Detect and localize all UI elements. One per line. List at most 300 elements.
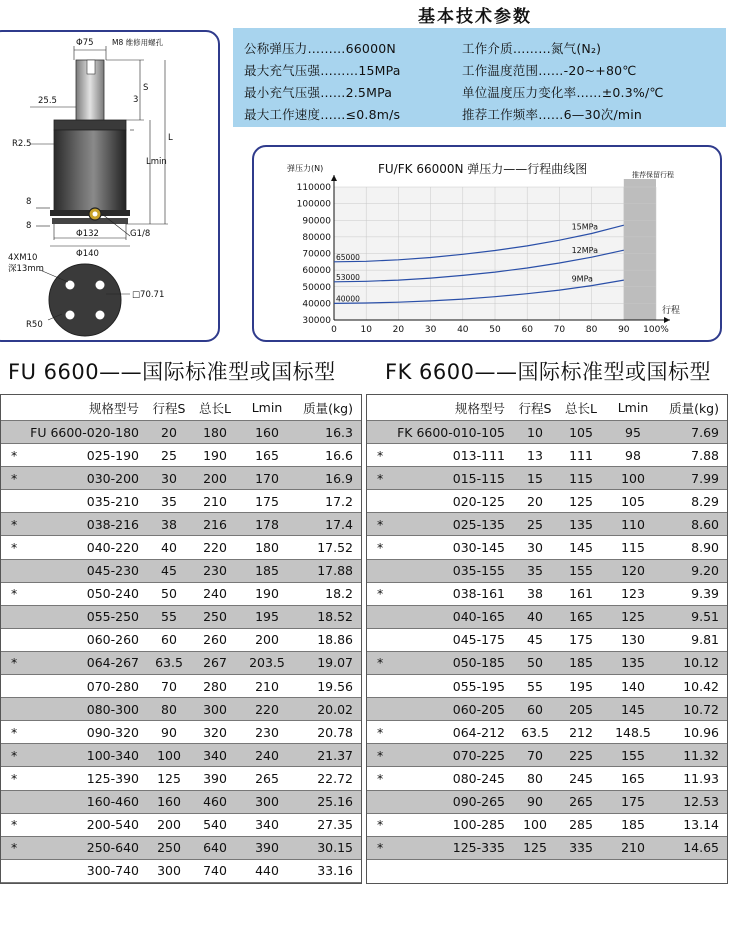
row-lmin: 140 bbox=[621, 678, 645, 694]
fu-spec-table bbox=[0, 394, 362, 884]
y-tick-label: 90000 bbox=[302, 216, 331, 227]
row-stroke: 50 bbox=[161, 586, 177, 602]
row-mark: * bbox=[377, 655, 384, 671]
row-lmin: 175 bbox=[621, 794, 645, 810]
force-stroke-chart bbox=[254, 147, 724, 344]
row-lmin: 240 bbox=[255, 747, 279, 763]
row-mass: 20.78 bbox=[317, 724, 353, 740]
row-lmin: 230 bbox=[255, 724, 279, 740]
row-length: 216 bbox=[203, 516, 227, 532]
row-lmin: 98 bbox=[625, 447, 641, 463]
dim-s: S bbox=[143, 83, 149, 93]
row-model: 100-285 bbox=[452, 817, 505, 833]
x-tick-label: 80 bbox=[585, 325, 598, 335]
row-model: 080-245 bbox=[452, 770, 505, 786]
fk-spec-table bbox=[366, 394, 728, 884]
dim-8b: 8 bbox=[26, 221, 32, 231]
row-mass: 17.4 bbox=[325, 516, 353, 532]
series-name-label: 12MPa bbox=[571, 246, 599, 256]
row-mark: * bbox=[377, 840, 384, 856]
row-mark: * bbox=[377, 540, 384, 556]
row-model: 045-230 bbox=[86, 563, 139, 579]
dim-r2-5: R2.5 bbox=[12, 139, 32, 149]
row-stroke: 90 bbox=[527, 794, 543, 810]
row-lmin: 190 bbox=[255, 586, 279, 602]
row-stroke: 20 bbox=[527, 493, 543, 509]
row-mass: 7.69 bbox=[691, 424, 719, 440]
row-length: 740 bbox=[203, 863, 227, 879]
row-length: 640 bbox=[203, 840, 227, 856]
series-name-label: 9MPa bbox=[571, 274, 593, 284]
row-length: 460 bbox=[203, 794, 227, 810]
dim-d132: Φ132 bbox=[76, 229, 99, 239]
row-lmin: 123 bbox=[621, 586, 645, 602]
row-model: 038-216 bbox=[86, 516, 139, 532]
row-mass: 9.20 bbox=[691, 563, 719, 579]
row-length: 220 bbox=[203, 540, 227, 556]
row-model: 064-212 bbox=[452, 724, 505, 740]
lower-ring-2 bbox=[52, 218, 128, 224]
row-mass: 17.88 bbox=[317, 563, 353, 579]
row-length: 335 bbox=[569, 840, 593, 856]
table-row bbox=[367, 421, 727, 444]
param-min-pressure: 最小充气压强……2.5MPa bbox=[244, 85, 393, 100]
row-length: 180 bbox=[203, 424, 227, 440]
row-model: 038-161 bbox=[452, 586, 505, 602]
row-mass: 10.96 bbox=[683, 724, 719, 740]
row-stroke: 40 bbox=[527, 609, 543, 625]
row-stroke: 55 bbox=[527, 678, 543, 694]
row-model: 025-190 bbox=[86, 447, 139, 463]
row-model: 050-240 bbox=[86, 586, 139, 602]
cylinder-drawing bbox=[0, 32, 222, 344]
row-stroke: 25 bbox=[161, 447, 177, 463]
row-lmin: 170 bbox=[255, 470, 279, 486]
row-lmin: 145 bbox=[621, 701, 645, 717]
y-tick-label: 30000 bbox=[302, 316, 331, 326]
table-row bbox=[367, 490, 727, 513]
table-row bbox=[367, 606, 727, 629]
x-tick-label: 100% bbox=[643, 325, 669, 335]
row-model: 035-155 bbox=[452, 563, 505, 579]
row-mark: * bbox=[377, 470, 384, 486]
y-tick-label: 100000 bbox=[296, 199, 331, 210]
row-model: 250-640 bbox=[86, 840, 139, 856]
table-row bbox=[367, 675, 727, 698]
row-length: 115 bbox=[569, 470, 593, 486]
row-lmin: 130 bbox=[621, 632, 645, 648]
row-stroke: 80 bbox=[527, 770, 543, 786]
row-lmin: 160 bbox=[255, 424, 279, 440]
row-lmin: 300 bbox=[255, 794, 279, 810]
row-length: 200 bbox=[203, 470, 227, 486]
row-model: 080-300 bbox=[86, 701, 139, 717]
table-row bbox=[1, 744, 361, 767]
row-stroke: 38 bbox=[527, 586, 543, 602]
row-lmin: 185 bbox=[621, 817, 645, 833]
row-model: 030-200 bbox=[86, 470, 139, 486]
row-lmin: 265 bbox=[255, 770, 279, 786]
row-lmin: 155 bbox=[621, 747, 645, 763]
y-tick-label: 50000 bbox=[302, 282, 331, 293]
table-row bbox=[367, 444, 727, 467]
row-length: 260 bbox=[203, 632, 227, 648]
row-stroke: 13 bbox=[527, 447, 543, 463]
header-length: 总长L bbox=[199, 400, 231, 416]
row-stroke: 30 bbox=[161, 470, 177, 486]
row-mass: 20.02 bbox=[317, 701, 353, 717]
row-mark: * bbox=[11, 724, 18, 740]
table-row bbox=[367, 814, 727, 837]
table-row bbox=[367, 467, 727, 490]
y-tick-label: 40000 bbox=[302, 299, 331, 310]
row-mass: 27.35 bbox=[317, 817, 353, 833]
row-stroke: 35 bbox=[161, 493, 177, 509]
table-row bbox=[367, 698, 727, 721]
reserved-band bbox=[624, 179, 656, 320]
row-mass: 19.07 bbox=[317, 655, 353, 671]
row-stroke: 63.5 bbox=[521, 724, 549, 740]
param-temp-range: 工作温度范围……-20~+80℃ bbox=[462, 63, 637, 78]
chart-ylabel: 弹压力(N) bbox=[287, 164, 324, 173]
row-mark: * bbox=[11, 586, 18, 602]
row-stroke: 160 bbox=[157, 794, 181, 810]
table-row bbox=[367, 513, 727, 536]
upper-collar bbox=[54, 120, 126, 130]
fk-table-title: FK 6600——国际标准型或国标型 bbox=[385, 360, 711, 384]
row-mass: 10.42 bbox=[683, 678, 719, 694]
row-model: 125-390 bbox=[86, 770, 139, 786]
table-row bbox=[1, 583, 361, 606]
row-stroke: 200 bbox=[157, 817, 181, 833]
param-frequency: 推荐工作频率……6—30次/min bbox=[462, 107, 643, 122]
row-length: 135 bbox=[569, 516, 593, 532]
row-mass: 12.53 bbox=[683, 794, 719, 810]
row-lmin: 203.5 bbox=[249, 655, 285, 671]
table-row bbox=[1, 698, 361, 721]
row-model: 300-740 bbox=[86, 863, 139, 879]
row-mark: * bbox=[377, 516, 384, 532]
table-row bbox=[367, 744, 727, 767]
row-lmin: 210 bbox=[621, 840, 645, 856]
row-lmin: 135 bbox=[621, 655, 645, 671]
row-stroke: 50 bbox=[527, 655, 543, 671]
x-tick-label: 50 bbox=[489, 325, 501, 335]
row-stroke: 70 bbox=[161, 678, 177, 694]
row-model: 040-220 bbox=[86, 540, 139, 556]
dim-g18: G1/8 bbox=[130, 229, 151, 239]
row-lmin: 95 bbox=[625, 424, 641, 440]
table-row bbox=[367, 560, 727, 583]
header-model: 规格型号 bbox=[454, 400, 505, 416]
table-row bbox=[1, 444, 361, 467]
row-mass: 8.90 bbox=[691, 540, 719, 556]
table-row bbox=[1, 860, 361, 883]
base-view bbox=[49, 264, 121, 336]
row-mark: * bbox=[377, 724, 384, 740]
row-lmin: 110 bbox=[621, 516, 645, 532]
table-row bbox=[1, 467, 361, 490]
row-stroke: 10 bbox=[527, 424, 543, 440]
row-mark: * bbox=[377, 586, 384, 602]
table-row bbox=[367, 652, 727, 675]
row-model: 064-267 bbox=[86, 655, 139, 671]
row-mass: 13.14 bbox=[683, 817, 719, 833]
y-tick-label: 60000 bbox=[302, 266, 331, 277]
row-lmin: 125 bbox=[621, 609, 645, 625]
row-lmin: 180 bbox=[255, 540, 279, 556]
row-mark: * bbox=[11, 747, 18, 763]
row-model: 013-111 bbox=[452, 447, 505, 463]
row-lmin: 440 bbox=[255, 863, 279, 879]
table-row bbox=[367, 721, 727, 744]
row-mass: 22.72 bbox=[317, 770, 353, 786]
dim-r50: R50 bbox=[26, 320, 43, 330]
row-length: 245 bbox=[569, 770, 593, 786]
x-tick-label: 90 bbox=[618, 325, 630, 335]
row-mass: 7.99 bbox=[691, 470, 719, 486]
row-lmin: 185 bbox=[255, 563, 279, 579]
header-model: 规格型号 bbox=[88, 400, 139, 416]
row-mass: 30.15 bbox=[317, 840, 353, 856]
row-model: 055-195 bbox=[452, 678, 505, 694]
x-tick-label: 20 bbox=[392, 325, 405, 335]
bolt-note-1: 4XM10 bbox=[8, 253, 38, 263]
row-model: 060-205 bbox=[452, 701, 505, 717]
header-stroke: 行程S bbox=[152, 400, 186, 416]
row-mass: 16.9 bbox=[325, 470, 353, 486]
row-stroke: 15 bbox=[527, 470, 543, 486]
row-length: 390 bbox=[203, 770, 227, 786]
row-model: 090-265 bbox=[452, 794, 505, 810]
row-mass: 11.32 bbox=[683, 747, 719, 763]
page-title: 基本技术参数 bbox=[418, 7, 532, 26]
param-nominal-force: 公称弹压力………66000N bbox=[244, 41, 396, 56]
row-mass: 9.39 bbox=[691, 586, 719, 602]
table-row bbox=[367, 536, 727, 559]
x-tick-label: 30 bbox=[424, 325, 437, 335]
row-length: 155 bbox=[569, 563, 593, 579]
row-length: 190 bbox=[203, 447, 227, 463]
row-length: 125 bbox=[569, 493, 593, 509]
row-lmin: 148.5 bbox=[615, 724, 651, 740]
row-mass: 9.81 bbox=[691, 632, 719, 648]
row-model: 030-145 bbox=[452, 540, 505, 556]
row-mark: * bbox=[11, 655, 18, 671]
row-model: 045-175 bbox=[452, 632, 505, 648]
dim-25-5: 25.5 bbox=[38, 96, 57, 106]
row-stroke: 100 bbox=[523, 817, 547, 833]
x-tick-label: 10 bbox=[360, 325, 372, 335]
row-mass: 8.29 bbox=[691, 493, 719, 509]
row-stroke: 45 bbox=[161, 563, 177, 579]
row-model: 100-340 bbox=[86, 747, 139, 763]
row-model: 020-125 bbox=[452, 493, 505, 509]
row-length: 320 bbox=[203, 724, 227, 740]
header-lmin: Lmin bbox=[617, 400, 649, 415]
table-empty-row bbox=[367, 860, 727, 883]
row-model: 035-210 bbox=[86, 493, 139, 509]
y-tick-label: 80000 bbox=[302, 232, 331, 243]
row-lmin: 165 bbox=[621, 770, 645, 786]
row-stroke: 300 bbox=[157, 863, 181, 879]
row-mark: * bbox=[11, 540, 18, 556]
row-mark: * bbox=[11, 516, 18, 532]
row-stroke: 60 bbox=[527, 701, 543, 717]
row-lmin: 195 bbox=[255, 609, 279, 625]
table-row bbox=[1, 629, 361, 652]
table-row bbox=[367, 791, 727, 814]
chart-xlabel: 行程 bbox=[662, 306, 681, 316]
x-axis-arrow bbox=[664, 317, 670, 323]
row-length: 195 bbox=[569, 678, 593, 694]
row-mass: 14.65 bbox=[683, 840, 719, 856]
row-lmin: 200 bbox=[255, 632, 279, 648]
row-length: 205 bbox=[569, 701, 593, 717]
row-lmin: 178 bbox=[255, 516, 279, 532]
row-stroke: 38 bbox=[161, 516, 177, 532]
table-row bbox=[1, 513, 361, 536]
chart-title: FU/FK 66000N 弹压力——行程曲线图 bbox=[378, 162, 588, 176]
row-mark: * bbox=[11, 817, 18, 833]
param-temp-coeff: 单位温度压力变化率……±0.3%/℃ bbox=[462, 85, 664, 100]
rod-hole bbox=[87, 60, 95, 74]
table-row bbox=[1, 814, 361, 837]
y-axis-arrow bbox=[331, 175, 337, 181]
cylinder-body bbox=[54, 130, 126, 212]
x-tick-label: 60 bbox=[521, 325, 533, 335]
row-mass: 11.93 bbox=[683, 770, 719, 786]
dim-d140: Φ140 bbox=[76, 249, 99, 259]
header-lmin: Lmin bbox=[251, 400, 283, 415]
chart-band-label: 推荐保留行程 bbox=[632, 171, 674, 179]
series-start-label: 65000 bbox=[336, 252, 360, 262]
table-row bbox=[1, 721, 361, 744]
row-mark: * bbox=[377, 817, 384, 833]
table-row bbox=[1, 560, 361, 583]
table-row bbox=[1, 536, 361, 559]
row-lmin: 100 bbox=[621, 470, 645, 486]
table-row bbox=[1, 837, 361, 860]
row-length: 185 bbox=[569, 655, 593, 671]
row-model: 090-320 bbox=[86, 724, 139, 740]
table-row bbox=[1, 791, 361, 814]
row-model: 055-250 bbox=[86, 609, 139, 625]
row-stroke: 60 bbox=[161, 632, 177, 648]
row-model: 050-185 bbox=[452, 655, 505, 671]
row-mass: 9.51 bbox=[691, 609, 719, 625]
header-length: 总长L bbox=[565, 400, 597, 416]
table-header bbox=[1, 395, 361, 421]
row-mass: 16.3 bbox=[325, 424, 353, 440]
row-mass: 10.72 bbox=[683, 701, 719, 717]
row-mass: 19.56 bbox=[317, 678, 353, 694]
row-stroke: 30 bbox=[527, 540, 543, 556]
row-mass: 17.52 bbox=[317, 540, 353, 556]
dim-8a: 8 bbox=[26, 197, 32, 207]
row-mark: * bbox=[11, 470, 18, 486]
technical-drawing-panel bbox=[0, 30, 220, 342]
row-length: 175 bbox=[569, 632, 593, 648]
fu-table-title: FU 6600——国际标准型或国标型 bbox=[8, 360, 336, 384]
row-length: 540 bbox=[203, 817, 227, 833]
table-row bbox=[1, 490, 361, 513]
row-lmin: 210 bbox=[255, 678, 279, 694]
row-lmin: 105 bbox=[621, 493, 645, 509]
row-mark: * bbox=[377, 447, 384, 463]
row-mass: 8.60 bbox=[691, 516, 719, 532]
dim-70-71: □70.71 bbox=[132, 290, 165, 300]
row-model: 015-115 bbox=[452, 470, 505, 486]
row-model: FK 6600-010-105 bbox=[397, 424, 505, 440]
row-length: 340 bbox=[203, 747, 227, 763]
row-length: 210 bbox=[203, 493, 227, 509]
parameter-box bbox=[233, 28, 726, 127]
row-stroke: 125 bbox=[157, 770, 181, 786]
param-max-pressure: 最大充气压强………15MPa bbox=[244, 63, 401, 78]
series-start-label: 53000 bbox=[336, 272, 360, 282]
row-model: 060-260 bbox=[86, 632, 139, 648]
row-length: 212 bbox=[569, 724, 593, 740]
row-model: 160-460 bbox=[86, 794, 139, 810]
row-lmin: 220 bbox=[255, 701, 279, 717]
row-stroke: 80 bbox=[161, 701, 177, 717]
row-length: 225 bbox=[569, 747, 593, 763]
dim-d75: Φ75 bbox=[76, 38, 94, 48]
row-length: 240 bbox=[203, 586, 227, 602]
row-length: 105 bbox=[569, 424, 593, 440]
bolt-note-2: 深13mm bbox=[8, 264, 44, 274]
row-length: 230 bbox=[203, 563, 227, 579]
table-row bbox=[1, 675, 361, 698]
row-stroke: 250 bbox=[157, 840, 181, 856]
row-mass: 18.2 bbox=[325, 586, 353, 602]
table-row bbox=[367, 583, 727, 606]
x-tick-label: 40 bbox=[457, 325, 469, 335]
row-model: 125-335 bbox=[452, 840, 505, 856]
row-lmin: 175 bbox=[255, 493, 279, 509]
row-stroke: 125 bbox=[523, 840, 547, 856]
row-stroke: 40 bbox=[161, 540, 177, 556]
row-stroke: 70 bbox=[527, 747, 543, 763]
row-mark: * bbox=[377, 770, 384, 786]
table-row bbox=[367, 629, 727, 652]
row-lmin: 120 bbox=[621, 563, 645, 579]
row-mark: * bbox=[11, 770, 18, 786]
row-length: 165 bbox=[569, 609, 593, 625]
row-stroke: 45 bbox=[527, 632, 543, 648]
row-mass: 33.16 bbox=[317, 863, 353, 879]
header-stroke: 行程S bbox=[518, 400, 552, 416]
table-row bbox=[1, 421, 361, 444]
row-length: 265 bbox=[569, 794, 593, 810]
row-model: 025-135 bbox=[452, 516, 505, 532]
x-tick-label: 0 bbox=[331, 325, 337, 335]
row-mass: 18.86 bbox=[317, 632, 353, 648]
force-stroke-chart-panel bbox=[252, 145, 722, 342]
row-mass: 7.88 bbox=[691, 447, 719, 463]
row-mass: 21.37 bbox=[317, 747, 353, 763]
y-tick-label: 110000 bbox=[296, 183, 331, 193]
row-length: 145 bbox=[569, 540, 593, 556]
table-row bbox=[367, 767, 727, 790]
row-length: 285 bbox=[569, 817, 593, 833]
param-medium: 工作介质………氮气(N₂) bbox=[462, 41, 602, 56]
y-tick-label: 70000 bbox=[302, 249, 331, 260]
row-stroke: 35 bbox=[527, 563, 543, 579]
row-mark: * bbox=[377, 747, 384, 763]
table-header bbox=[367, 395, 727, 421]
